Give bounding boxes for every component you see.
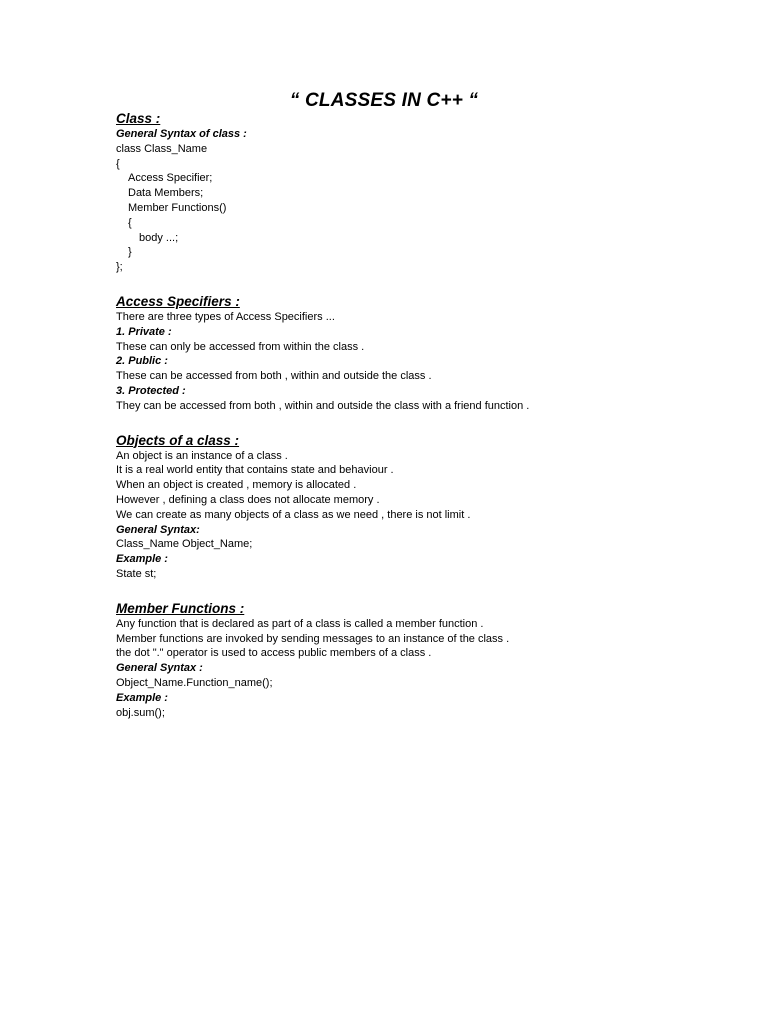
class-code-line: }; <box>116 261 123 274</box>
section-gap <box>116 414 736 428</box>
class-syntax-label: General Syntax of class : <box>116 128 247 140</box>
private-label: 1. Private : <box>116 325 172 338</box>
public-text: These can be accessed from both , within and outside the class . <box>116 370 432 383</box>
page-title: “ CLASSES IN C++ “ <box>289 90 479 111</box>
class-code-line: } <box>128 246 132 259</box>
access-intro-text: There are three types of Access Specifiers ... <box>116 310 335 323</box>
objects-example-label: Example : <box>116 553 168 566</box>
section-gap <box>116 275 736 289</box>
class-code-line: class Class_Name <box>116 142 208 155</box>
access-specifiers-heading: Access Specifiers : <box>116 293 240 309</box>
member-paragraph-line: Member functions are invoked by sending messages to an instance of the class . <box>116 632 510 645</box>
document-body <box>116 110 736 720</box>
member-syntax-code: Object_Name.Function_name(); <box>116 676 273 689</box>
objects-syntax-label: General Syntax: <box>116 523 200 536</box>
member-example-label: Example : <box>116 691 168 704</box>
member-functions-heading: Member Functions : <box>116 600 245 616</box>
objects-heading: Objects of a class : <box>116 432 240 448</box>
member-paragraph-line: Any function that is declared as part of a class is called a member function . <box>116 617 484 630</box>
member-paragraph-line: the dot "." operator is used to access public members of a class . <box>116 647 432 660</box>
protected-text: They can be accessed from both , within and outside the class with a friend function . <box>116 399 530 412</box>
class-code-line: Data Members; <box>128 187 204 200</box>
class-code-line: body ...; <box>139 231 179 244</box>
objects-paragraph-line: We can create as many objects of a class as we need , there is not limit . <box>116 508 471 521</box>
class-heading: Class : <box>116 111 161 126</box>
class-code-line: { <box>128 216 132 229</box>
member-syntax-label: General Syntax : <box>116 662 203 675</box>
objects-paragraph-line: When an object is created , memory is allocated . <box>116 479 357 492</box>
class-code-line: Member Functions() <box>128 201 227 214</box>
section-gap <box>116 582 736 596</box>
objects-paragraph-line: An object is an instance of a class . <box>116 449 288 462</box>
objects-syntax-code: Class_Name Object_Name; <box>116 538 253 551</box>
member-example-code: obj.sum(); <box>116 706 165 719</box>
class-code-line: { <box>116 157 120 170</box>
protected-label: 3. Protected : <box>116 384 186 397</box>
class-code-line: Access Specifier; <box>128 172 213 185</box>
public-label: 2. Public : <box>116 355 168 368</box>
objects-paragraph-line: It is a real world entity that contains state and behaviour . <box>116 464 394 477</box>
private-text: These can only be accessed from within the class . <box>116 340 365 353</box>
objects-example-code: State st; <box>116 567 157 580</box>
objects-paragraph-line: However , defining a class does not allocate memory . <box>116 493 380 506</box>
